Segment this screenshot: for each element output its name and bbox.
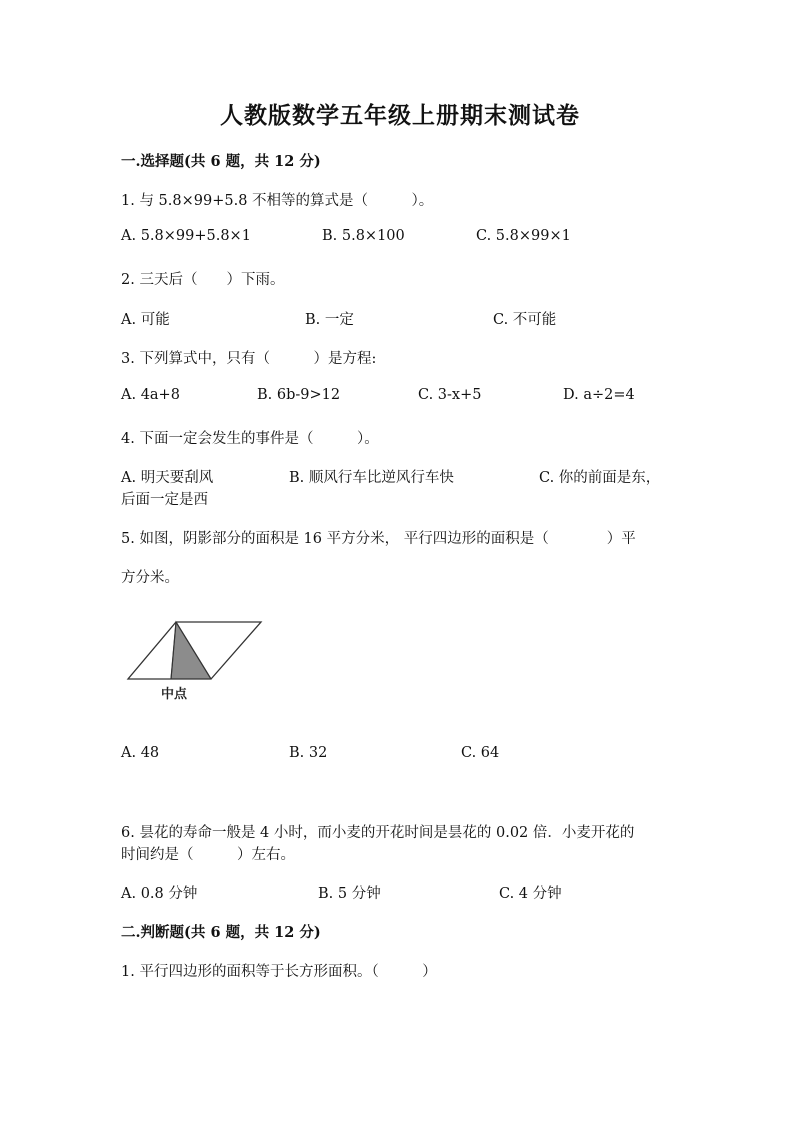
section-heading-judgment: 二.判断题(共 6 题，共 12 分): [121, 924, 321, 941]
question-5-option-a: A. 48: [121, 745, 160, 761]
question-1-stem: 1. 与 5.8×99+5.8 不相等的算式是（ ）。: [121, 193, 434, 209]
question-5-stem-line-1: 5. 如图，阴影部分的面积是 16 平方分米， 平行四边形的面积是（ ）平: [121, 531, 636, 547]
question-4-stem: 4. 下面一定会发生的事件是（ ）。: [121, 431, 379, 447]
question-4-option-c: C. 你的前面是东，: [539, 470, 661, 486]
section-heading-choice: 一.选择题(共 6 题，共 12 分): [121, 153, 321, 170]
question-6-option-a: A. 0.8 分钟: [121, 886, 198, 902]
question-2-option-c: C. 不可能: [493, 312, 557, 328]
question-6-option-c: C. 4 分钟: [499, 886, 562, 902]
question-3-option-d: D. a÷2=4: [563, 387, 635, 403]
question-1-option-c: C. 5.8×99×1: [476, 228, 571, 244]
question-4-option-b: B. 顺风行车比逆风行车快: [289, 470, 454, 486]
question-1-option-a: A. 5.8×99+5.8×1: [121, 228, 251, 244]
question-5-stem-line-2: 方分米。: [121, 570, 179, 586]
midpoint-label: 中点: [161, 687, 188, 702]
question-3-stem: 3. 下列算式中，只有（ ）是方程:: [121, 351, 377, 367]
question-6-stem-line-2: 时间约是（ ）左右。: [121, 847, 295, 863]
question-3-option-a: A. 4a+8: [121, 387, 180, 403]
judgment-question-1-stem: 1. 平行四边形的面积等于长方形面积。（ ）: [121, 964, 437, 980]
question-2-stem: 2. 三天后（ ）下雨。: [121, 272, 285, 288]
exam-title: 人教版数学五年级上册期末测试卷: [220, 102, 580, 129]
question-4-option-c-continued: 后面一定是西: [121, 492, 208, 508]
question-6-stem-line-1: 6. 昙花的寿命一般是 4 小时，而小麦的开花时间是昙花的 0.02 倍．小麦开花的: [121, 825, 635, 841]
question-2-option-a: A. 可能: [121, 312, 170, 328]
parallelogram-figure: [121, 612, 271, 707]
question-5-option-b: B. 32: [289, 745, 328, 761]
parallelogram-diagram: [121, 612, 271, 707]
question-2-option-b: B. 一定: [305, 312, 354, 328]
question-4-option-a: A. 明天要刮风: [121, 470, 214, 486]
question-1-option-b: B. 5.8×100: [322, 228, 405, 244]
question-5-option-c: C. 64: [461, 745, 500, 761]
question-6-option-b: B. 5 分钟: [318, 886, 381, 902]
question-3-option-b: B. 6b-9>12: [257, 387, 341, 403]
question-3-option-c: C. 3-x+5: [418, 387, 482, 403]
